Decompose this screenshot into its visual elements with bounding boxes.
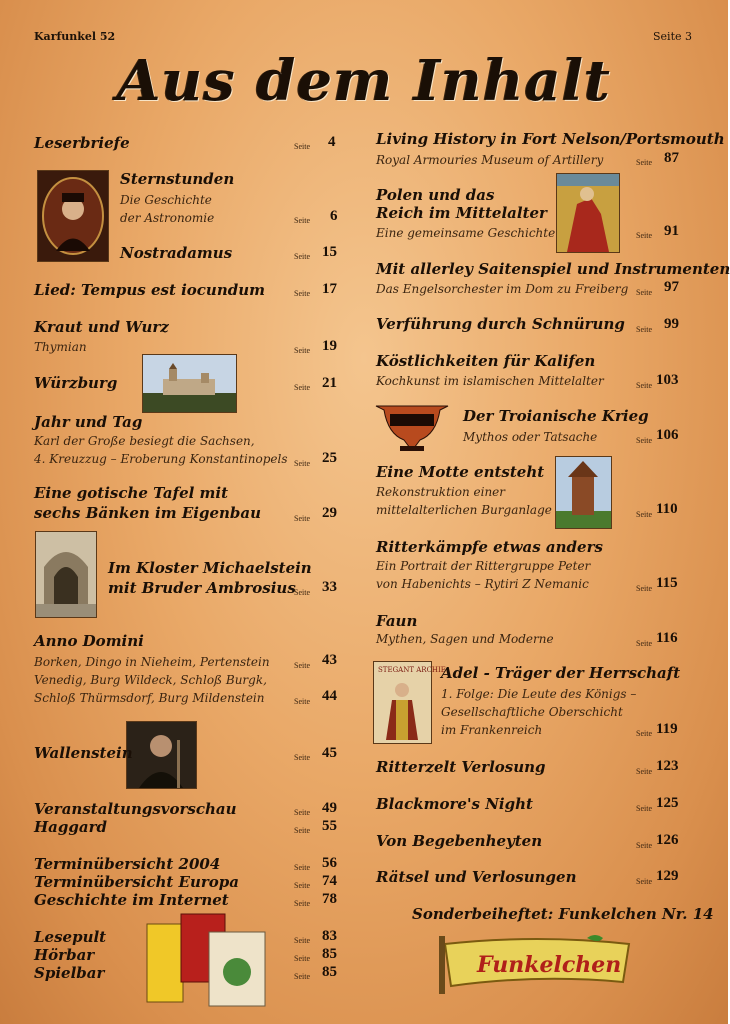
toc-title-lesepult[interactable]: Lesepult bbox=[34, 928, 107, 946]
toc-page: 103 bbox=[656, 372, 679, 388]
seite-label: Seite bbox=[294, 826, 310, 835]
books-illustration bbox=[147, 912, 267, 1007]
seite-label: Seite bbox=[294, 383, 310, 392]
illumination-caption: STEGANT ARCHIE bbox=[378, 666, 446, 674]
toc-subtitle: Eine gemeinsame Geschichte bbox=[376, 226, 556, 240]
toc-subtitle: Das Engelsorchester im Dom zu Freiberg bbox=[376, 282, 629, 296]
seite-label: Seite bbox=[636, 231, 652, 240]
tower-illustration bbox=[556, 457, 611, 528]
toc-page: 116 bbox=[656, 630, 678, 646]
toc-title-wallenstein[interactable]: Wallenstein bbox=[34, 744, 133, 762]
toc-page: 56 bbox=[322, 855, 337, 871]
seite-label: Seite bbox=[294, 661, 310, 670]
toc-page: 87 bbox=[664, 150, 679, 166]
adel-illumination-image bbox=[373, 661, 446, 744]
toc-page: 125 bbox=[656, 795, 679, 811]
seite-label: Seite bbox=[294, 459, 310, 468]
toc-title-ritterzelt[interactable]: Ritterzelt Verlosung bbox=[376, 758, 546, 776]
toc-page: 33 bbox=[322, 579, 337, 595]
toc-page: 55 bbox=[322, 818, 337, 834]
books-image bbox=[147, 912, 267, 1007]
toc-title-veranstaltungsvorschau[interactable]: Veranstaltungsvorschau bbox=[34, 800, 237, 818]
toc-title-begebenheyten[interactable]: Von Begebenheyten bbox=[376, 832, 543, 850]
toc-page: 44 bbox=[322, 688, 337, 704]
seite-label: Seite bbox=[294, 514, 310, 523]
toc-page: 49 bbox=[322, 800, 337, 816]
vase-illustration bbox=[374, 400, 450, 452]
toc-subtitle: Venedig, Burg Wildeck, Schloß Burgk, bbox=[34, 673, 267, 687]
cloister-illustration bbox=[36, 532, 96, 617]
seite-label: Seite bbox=[636, 510, 652, 519]
toc-page: 129 bbox=[656, 868, 679, 884]
seite-label: Seite bbox=[636, 877, 652, 886]
seite-label: Seite bbox=[636, 158, 652, 167]
toc-title-blackmores-night[interactable]: Blackmore's Night bbox=[376, 795, 533, 813]
toc-title-kloster-line2[interactable]: mit Bruder Ambrosius bbox=[108, 579, 296, 597]
toc-title-hoerbar[interactable]: Hörbar bbox=[34, 946, 95, 964]
toc-page: 17 bbox=[322, 281, 337, 297]
castle-illustration bbox=[143, 355, 236, 412]
toc-page: 123 bbox=[656, 758, 679, 774]
toc-page: 106 bbox=[656, 427, 679, 443]
seite-label: Seite bbox=[294, 863, 310, 872]
toc-title-nostradamus[interactable]: Nostradamus bbox=[120, 244, 233, 262]
toc-subtitle: Thymian bbox=[34, 340, 87, 354]
toc-page: 119 bbox=[656, 721, 678, 737]
seite-label: Seite bbox=[294, 881, 310, 890]
toc-page: 85 bbox=[322, 946, 337, 962]
toc-page: 19 bbox=[322, 338, 337, 354]
toc-subtitle: 4. Kreuzzug – Eroberung Konstantinopels bbox=[34, 452, 288, 466]
portrait-illustration bbox=[127, 722, 196, 788]
seite-label: Seite bbox=[294, 899, 310, 908]
toc-subtitle: Schloß Thürmsdorf, Burg Mildenstein bbox=[34, 691, 265, 705]
toc-page: 25 bbox=[322, 450, 337, 466]
toc-title-polen[interactable]: Polen und das bbox=[376, 186, 495, 204]
toc-title-terminuebersicht-europa[interactable]: Terminübersicht Europa bbox=[34, 873, 239, 891]
toc-subtitle: Kochkunst im islamischen Mittelalter bbox=[376, 374, 604, 388]
toc-title-saitenspiel[interactable]: Mit allerley Saitenspiel und Instrumenten bbox=[376, 260, 730, 278]
toc-title-wuerzburg[interactable]: Würzburg bbox=[34, 374, 118, 392]
toc-title-living-history[interactable]: Living History in Fort Nelson/Portsmouth bbox=[376, 130, 725, 148]
toc-subtitle: Royal Armouries Museum of Artillery bbox=[376, 153, 604, 167]
toc-page: 85 bbox=[322, 964, 337, 980]
toc-subtitle: Gesellschaftliche Oberschicht bbox=[441, 705, 623, 719]
toc-page: 126 bbox=[656, 832, 679, 848]
toc-page: 99 bbox=[664, 316, 679, 332]
seite-label: Seite bbox=[294, 808, 310, 817]
toc-page: 91 bbox=[664, 223, 679, 239]
toc-page: 83 bbox=[322, 928, 337, 944]
toc-page: 110 bbox=[656, 501, 678, 517]
funkelchen-banner-illustration bbox=[437, 930, 637, 996]
toc-page: 4 bbox=[328, 134, 336, 150]
funkelchen-logo-text: Funkelchen bbox=[477, 952, 622, 978]
seite-label: Seite bbox=[294, 936, 310, 945]
toc-subtitle: 1. Folge: Die Leute des Königs – bbox=[441, 687, 637, 701]
toc-title-kraut-und-wurz[interactable]: Kraut und Wurz bbox=[34, 318, 169, 336]
seite-label: Seite bbox=[636, 841, 652, 850]
toc-page: 45 bbox=[322, 745, 337, 761]
toc-page: 43 bbox=[322, 652, 337, 668]
seite-label: Seite bbox=[294, 289, 310, 298]
illumination-illustration bbox=[374, 662, 446, 743]
toc-title-gotische-tafel[interactable]: Eine gotische Tafel mit bbox=[34, 484, 229, 502]
toc-title-leserbriefe[interactable]: Leserbriefe bbox=[34, 134, 130, 152]
seite-label: Seite bbox=[294, 954, 310, 963]
toc-subtitle: Karl der Große besiegt die Sachsen, bbox=[34, 434, 255, 448]
toc-title-adel[interactable]: Adel - Träger der Herrschaft bbox=[441, 664, 681, 682]
toc-title-gotische-tafel-line2[interactable]: sechs Bänken im Eigenbau bbox=[34, 504, 262, 522]
painting-illustration bbox=[557, 174, 619, 252]
toc-title-ritterkaempfe[interactable]: Ritterkämpfe etwas anders bbox=[376, 538, 603, 556]
toc-title-faun[interactable]: Faun bbox=[376, 612, 418, 630]
toc-subtitle: der Astronomie bbox=[120, 211, 215, 225]
seite-label: Seite bbox=[636, 381, 652, 390]
toc-subtitle: mittelalterlichen Burganlage bbox=[376, 503, 552, 517]
toc-page: 78 bbox=[322, 891, 337, 907]
toc-page: 97 bbox=[664, 279, 679, 295]
toc-subtitle: im Frankenreich bbox=[441, 723, 543, 737]
cloister-image bbox=[35, 531, 97, 618]
toc-title-raetsel[interactable]: Rätsel und Verlosungen bbox=[376, 868, 577, 886]
toc-title-koestlichkeiten[interactable]: Köstlichkeiten für Kalifen bbox=[376, 352, 596, 370]
page-number: Seite 3 bbox=[653, 30, 692, 43]
toc-title-lied[interactable]: Lied: Tempus est iocundum bbox=[34, 281, 266, 299]
toc-title-anno-domini[interactable]: Anno Domini bbox=[34, 632, 144, 650]
wuerzburg-castle-image bbox=[142, 354, 237, 413]
toc-title-verfuehrung[interactable]: Verführung durch Schnürung bbox=[376, 315, 625, 333]
toc-subtitle: Die Geschichte bbox=[120, 193, 212, 207]
seite-label: Seite bbox=[294, 252, 310, 261]
toc-page: 29 bbox=[322, 505, 337, 521]
seite-label: Seite bbox=[294, 142, 310, 151]
toc-subtitle: Borken, Dingo in Nieheim, Pertenstein bbox=[34, 655, 270, 669]
seite-label: Seite bbox=[636, 639, 652, 648]
toc-title-spielbar[interactable]: Spielbar bbox=[34, 964, 105, 982]
portrait-illustration bbox=[38, 171, 108, 261]
toc-page: 74 bbox=[322, 873, 337, 889]
motte-tower-image bbox=[555, 456, 612, 529]
wallenstein-portrait-image bbox=[126, 721, 197, 789]
polish-painting-image bbox=[556, 173, 620, 253]
supplement-note: Sonderbeiheftet: Funkelchen Nr. 14 bbox=[412, 905, 714, 923]
toc-subtitle: von Habenichts – Rytiri Z Nemanic bbox=[376, 577, 589, 591]
toc-title-geschichte-im-internet[interactable]: Geschichte im Internet bbox=[34, 891, 229, 909]
seite-label: Seite bbox=[636, 804, 652, 813]
seite-label: Seite bbox=[636, 584, 652, 593]
toc-title-troianische-krieg[interactable]: Der Troianische Krieg bbox=[463, 407, 649, 425]
seite-label: Seite bbox=[294, 346, 310, 355]
seite-label: Seite bbox=[294, 697, 310, 706]
seite-label: Seite bbox=[636, 729, 652, 738]
toc-title-polen-line2[interactable]: Reich im Mittelalter bbox=[376, 204, 547, 222]
toc-subtitle: Mythos oder Tatsache bbox=[463, 430, 598, 444]
seite-label: Seite bbox=[294, 216, 310, 225]
toc-title-kloster-michaelstein[interactable]: Im Kloster Michaelstein bbox=[108, 559, 312, 577]
seite-label: Seite bbox=[636, 288, 652, 297]
seite-label: Seite bbox=[636, 767, 652, 776]
magazine-issue: Karfunkel 52 bbox=[34, 30, 116, 43]
toc-title-motte[interactable]: Eine Motte entsteht bbox=[376, 463, 545, 481]
toc-subtitle: Ein Portrait der Rittergruppe Peter bbox=[376, 559, 591, 573]
toc-subtitle: Rekonstruktion einer bbox=[376, 485, 506, 499]
nostradamus-portrait-image bbox=[37, 170, 109, 262]
toc-title-haggard[interactable]: Haggard bbox=[34, 818, 107, 836]
toc-subtitle: Mythen, Sagen und Moderne bbox=[376, 632, 554, 646]
seite-label: Seite bbox=[636, 325, 652, 334]
toc-title-jahr-und-tag[interactable]: Jahr und Tag bbox=[34, 413, 143, 431]
toc-title-sternstunden[interactable]: Sternstunden bbox=[120, 170, 235, 188]
toc-page: 21 bbox=[322, 375, 337, 391]
toc-page: 6 bbox=[330, 208, 338, 224]
greek-vase-image bbox=[374, 400, 450, 452]
seite-label: Seite bbox=[636, 436, 652, 445]
page-title: Aus dem Inhalt bbox=[117, 48, 611, 114]
seite-label: Seite bbox=[294, 588, 310, 597]
funkelchen-logo bbox=[437, 930, 637, 996]
toc-page: 15 bbox=[322, 244, 337, 260]
seite-label: Seite bbox=[294, 753, 310, 762]
toc-title-terminuebersicht-2004[interactable]: Terminübersicht 2004 bbox=[34, 855, 221, 873]
toc-page: 115 bbox=[656, 575, 678, 591]
seite-label: Seite bbox=[294, 972, 310, 981]
